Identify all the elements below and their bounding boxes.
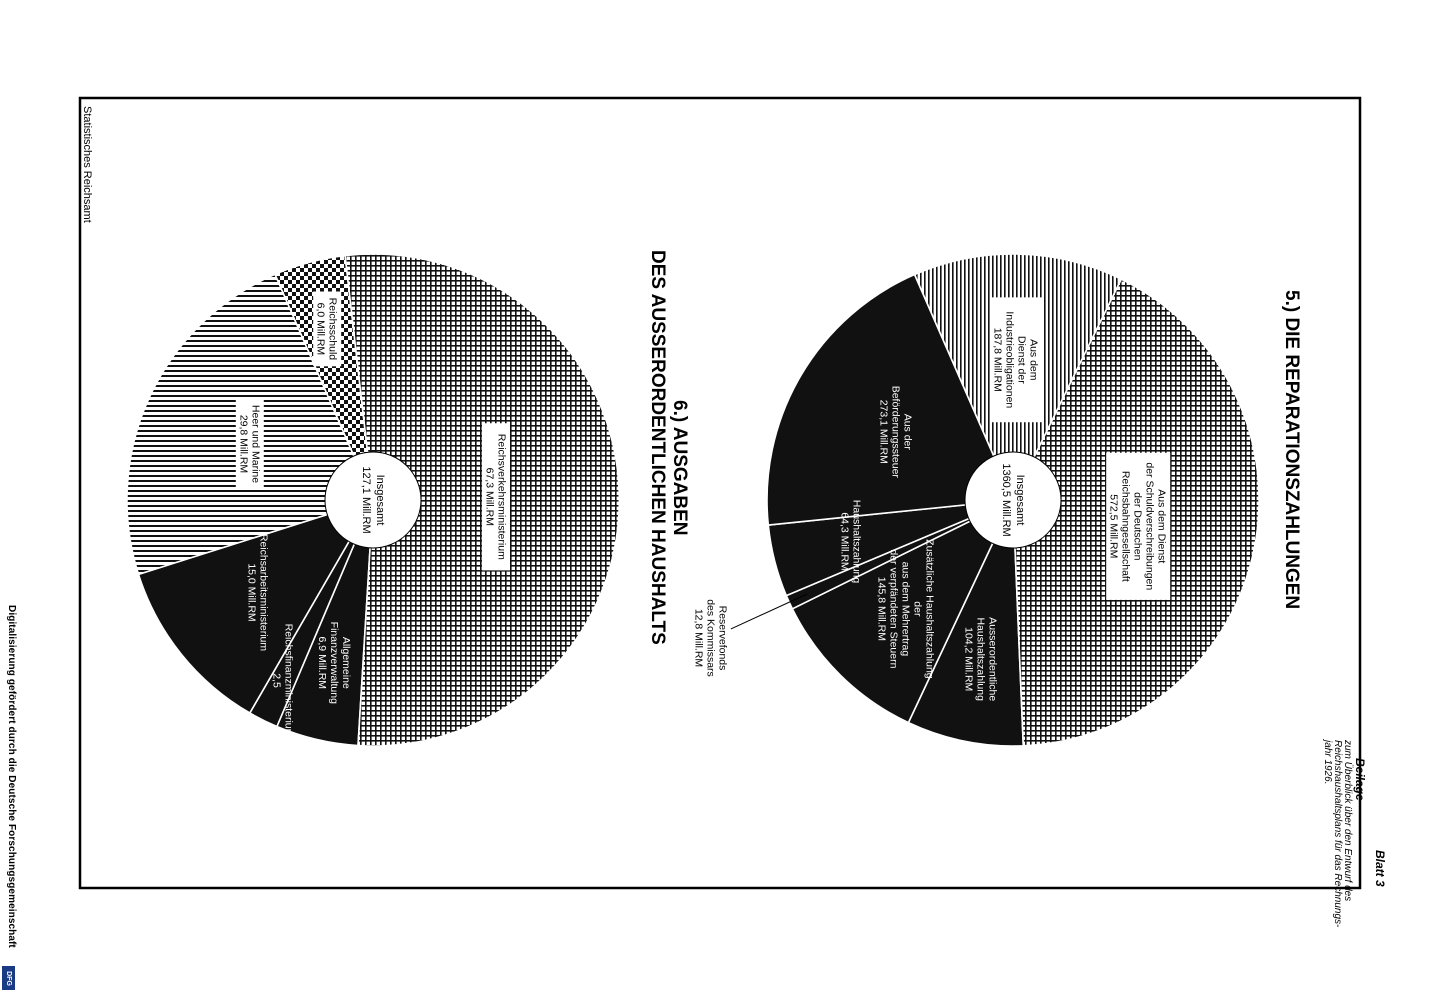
pie-center [965, 452, 1061, 548]
pie-center [325, 452, 421, 548]
slice-label [990, 297, 1042, 422]
slice-label-text: Reichsfinanzministerium2,5 [270, 623, 295, 738]
slice-label-text: Aus derBeförderungssteuer273,1 Mill.RM [877, 385, 914, 478]
chart-title: 6.) AUSGABEN DES AUSSERORDENTLICHEN HAUSHALTS [647, 250, 690, 645]
supplement-line: Reichshaushaltsplans für das Rechnungs- [1332, 740, 1343, 928]
slice-label-text: AllgemeineFinanzverwaltung6,9 Mill.RM [316, 621, 353, 704]
chart-title: 5.) DIE REPARATIONSZAHLUNGEN [1281, 290, 1302, 610]
slice-label-text: AusserordentlicheHaushaltszahlung104,2 Mill.RM [962, 617, 999, 702]
pie-chart-reparationszahlungen [692, 254, 1302, 746]
sheet-label: Blatt 3 [1373, 850, 1387, 887]
supplement-line: Beilage [1353, 758, 1367, 801]
slice-label-text: Reichsverkehrsministerium67,3 Mill.RM [483, 433, 508, 560]
slice-label-text: Zusätzliche Haushaltszahlungderaus dem Mehrertragder verpfändeten Steuern145,8 Mill.RM [875, 539, 936, 679]
slice-label-text: Aus dem Dienstder Schuldverschreibungender DeutschenReichsbahngesellschaft572,5 Mill.RM [1107, 462, 1168, 591]
supplement-line: zum Überblick über den Entwurf des [1342, 740, 1353, 902]
source-label: Statistisches Reichsamt [81, 106, 93, 223]
dfg-logo [2, 966, 15, 990]
pie-1-slices [127, 254, 619, 746]
total-label-text: Insgesamt1360,5 Mill.RM [1000, 463, 1026, 537]
pie-chart-ausgaben [127, 250, 690, 746]
slice-label-text: Reservefondsdes Kommissars12,8 Mill.RM [692, 599, 729, 677]
digitization-note [2, 605, 18, 985]
slice-label-text: Reichsschuld6,0 Mill.RM [314, 297, 339, 361]
supplement-line: jahr 1926. [1322, 740, 1333, 785]
slice-label [1106, 453, 1170, 600]
slice-label-text: Heer und Marine29,8 Mill.RM [237, 404, 262, 484]
slice-label [313, 292, 341, 367]
sheet-label-group [1373, 850, 1387, 887]
digitization-note-text: Digitalisierung gefördert durch die Deutsche Forschungsgemeinschaft [6, 605, 17, 948]
dfg-logo-text: DFG [5, 970, 12, 986]
slice-label [962, 617, 998, 701]
slice-label-text: Reichsarbeitsministerium15,0 Mill.RM [245, 533, 270, 652]
slice-label [692, 599, 728, 677]
chart-title-group [647, 250, 690, 645]
slice-label [236, 398, 264, 489]
total-label-text: Insgesamt127,1 Mill.RM [360, 466, 386, 534]
slice-label-text: Haushaltszahlung64,3 Mill.RM [838, 499, 863, 584]
slice-label-text: Aus demDienst derIndustrieobligationen187,8 Mill.RM [991, 311, 1040, 409]
slice-label [482, 423, 510, 570]
